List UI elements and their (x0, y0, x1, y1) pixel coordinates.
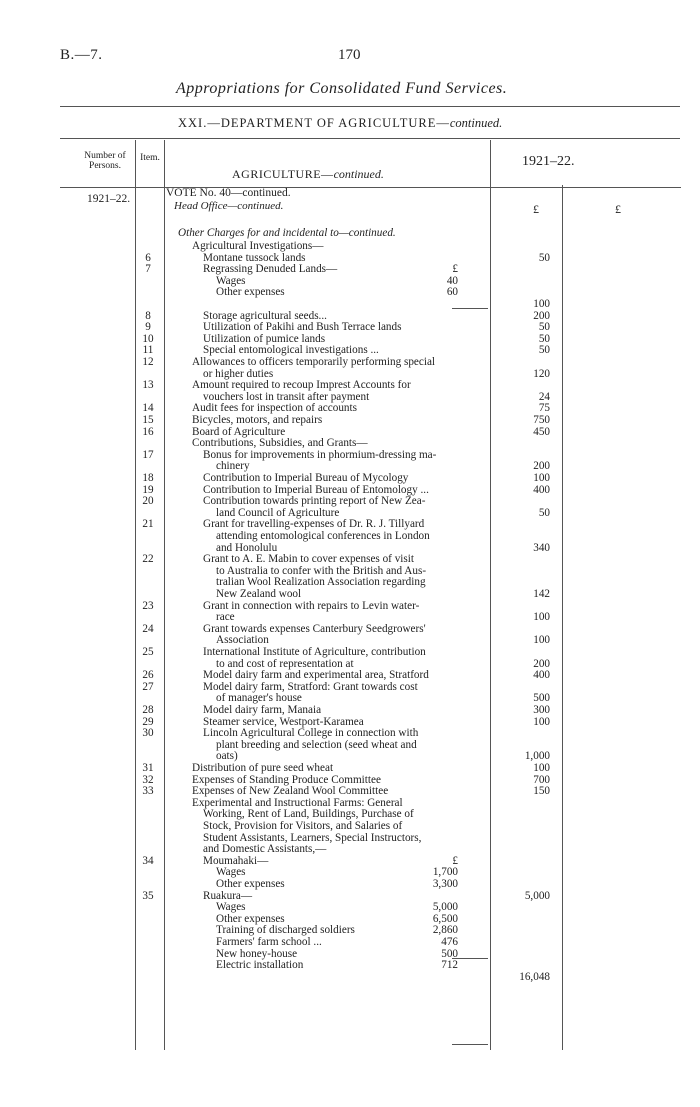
row-description: Grant for travelling-expenses of Dr. R. J. Tillyard (203, 518, 425, 531)
persons-year: 1921–22. (87, 193, 131, 205)
amount: 400 (533, 483, 550, 496)
row-description: Other expenses (216, 878, 285, 890)
amount: 700 (533, 773, 550, 786)
row-description: Association (216, 634, 269, 647)
row-description: Montane tussock lands (203, 251, 306, 264)
amount: 150 (533, 785, 550, 798)
row-description: Other expenses (216, 286, 285, 299)
row-description: Model dairy farm and experimental area, Stratford (203, 669, 429, 682)
amount: 100 (533, 715, 550, 728)
item-number: 28 (142, 704, 154, 716)
row-description: Wages (216, 866, 246, 879)
page-title: Appropriations for Consolidated Fund Services. (176, 80, 508, 97)
amount: 50 (538, 321, 550, 334)
item-number: 32 (142, 773, 154, 786)
amount: 16,048 (519, 970, 550, 983)
item-number: 17 (142, 448, 154, 461)
row-description: tralian Wool Realization Association regarding (216, 576, 426, 589)
sub-amount: £ (452, 854, 458, 867)
row-description: to Australia to confer with the British and Aus- (216, 564, 427, 577)
item-number: 20 (142, 495, 154, 508)
vertical-rule-amount-2 (562, 185, 563, 1050)
row-description: New honey-house (216, 947, 298, 960)
row-description: Model dairy farm, Stratford: Grant towards cost (203, 680, 418, 693)
amount: 24 (538, 390, 550, 403)
row-description: Expenses of New Zealand Wool Committee (192, 785, 389, 798)
item-number: 19 (142, 483, 154, 496)
amount: 100 (533, 298, 550, 310)
amount: 450 (533, 425, 550, 438)
item-number: 8 (145, 309, 151, 322)
amount: 100 (533, 634, 550, 647)
page-number: 170 (338, 47, 361, 63)
row-description: land Council of Agriculture (216, 506, 340, 519)
row-description: Model dairy farm, Manaia (203, 704, 322, 716)
amount: 5,000 (524, 889, 550, 902)
amount: 200 (533, 309, 550, 322)
row-description: Other expenses (216, 912, 285, 925)
top-rule (60, 106, 680, 107)
item-number: 21 (142, 518, 154, 531)
row-description: Contribution towards printing report of New Zea- (203, 495, 426, 508)
row-description: Agricultural Investigations— (192, 240, 324, 252)
subtotal-rule-3 (452, 1044, 488, 1045)
row-description: Contribution to Imperial Bureau of Mycology (203, 472, 409, 484)
row-description: Contribution to Imperial Bureau of Entomology ... (203, 483, 429, 496)
row-description: Working, Rent of Land, Buildings, Purchase of (203, 808, 414, 821)
amount: 400 (533, 669, 550, 682)
amount: 1,000 (524, 750, 550, 763)
amount: 200 (533, 657, 550, 670)
row-description: Expenses of Standing Produce Committee (192, 773, 381, 786)
sub-amount: 6,500 (432, 912, 458, 925)
row-description: Wages (216, 274, 246, 287)
row-description: Special entomological investigations ... (203, 344, 379, 357)
row-description: Regrassing Denuded Lands— (203, 263, 338, 276)
row-description: Storage agricultural seeds... (203, 309, 327, 322)
row-description: attending entomological conferences in London (216, 530, 430, 542)
amount: 75 (538, 402, 550, 415)
amount: 50 (538, 344, 550, 357)
subtotal-rule-2 (452, 958, 488, 959)
row-description: Utilization of pumice lands (203, 332, 326, 345)
row-description: Lincoln Agricultural College in connection with (203, 727, 419, 740)
item-number: 35 (142, 889, 154, 902)
vertical-rule-persons (135, 140, 136, 1050)
item-number: 23 (142, 599, 154, 612)
row-description: Allowances to officers temporarily performing special (192, 356, 436, 368)
row-description: chinery (216, 460, 250, 473)
persons-column-header: Number of Persons. (84, 151, 126, 171)
item-number: 31 (142, 762, 154, 774)
amount: 120 (533, 367, 550, 380)
row-description: of manager's house (216, 692, 302, 705)
year-column-header: 1921–22. (522, 154, 575, 169)
row-description: plant breeding and selection (seed wheat and (216, 738, 417, 751)
column-header-rule-right (491, 187, 681, 188)
item-number: 22 (142, 553, 154, 566)
item-number: 13 (142, 379, 154, 392)
item-number: 14 (142, 402, 154, 415)
sub-amount: 712 (441, 959, 458, 972)
sub-amount: 2,860 (432, 924, 458, 937)
vote-heading: VOTE No. 40—continued. (166, 187, 291, 199)
item-number: 12 (142, 356, 154, 368)
item-number: 25 (142, 646, 154, 658)
row-description: New Zealand wool (216, 588, 302, 600)
item-number: 34 (142, 854, 154, 867)
row-description: Audit fees for inspection of accounts (192, 402, 357, 415)
amount: 300 (533, 704, 550, 716)
item-number: 9 (145, 321, 151, 334)
row-description: Utilization of Pakihi and Bush Terrace lands (203, 321, 402, 334)
other-charges-heading: Other Charges for and incidental to—continued. (178, 227, 396, 239)
pound-column-2: £ (615, 202, 621, 216)
item-number: 27 (142, 680, 154, 693)
pound-column-1: £ (533, 202, 539, 216)
item-number: 15 (142, 414, 154, 426)
amount: 50 (538, 251, 550, 264)
row-description: Training of discharged soldiers (216, 924, 355, 937)
item-number: 11 (142, 344, 154, 357)
row-description: and Honolulu (216, 541, 278, 554)
amount: 50 (538, 332, 550, 345)
sub-amount: 500 (441, 947, 458, 960)
amount: 100 (533, 611, 550, 624)
sub-amount: 3,300 (432, 878, 458, 890)
row-description: Amount required to recoup Imprest Accounts for (192, 379, 411, 392)
row-description: Steamer service, Westport-Karamea (203, 715, 364, 728)
amount: 200 (533, 460, 550, 473)
row-description: Student Assistants, Learners, Special Instructors, (203, 831, 422, 844)
row-description: and Domestic Assistants,— (203, 843, 327, 856)
row-description: race (216, 611, 235, 624)
item-number: 30 (142, 727, 154, 740)
amount: 340 (533, 541, 550, 554)
row-description: Grant to A. E. Mabin to cover expenses of visit (203, 553, 414, 566)
row-description: or higher duties (203, 367, 274, 380)
row-description: oats) (216, 750, 238, 763)
row-description: Bonus for improvements in phormium-dressing ma- (203, 448, 437, 461)
item-number: 24 (142, 622, 154, 635)
vertical-rule-item (164, 140, 165, 1050)
amount: 500 (533, 692, 550, 705)
row-description: Grant in connection with repairs to Levin water- (203, 599, 420, 612)
document-reference: B.—7. (60, 47, 103, 63)
item-number: 18 (142, 472, 154, 484)
amount: 100 (533, 472, 550, 484)
amount: 100 (533, 762, 550, 774)
row-description: Board of Agriculture (192, 425, 286, 438)
amount: 50 (538, 506, 550, 519)
row-description: Ruakura— (203, 889, 253, 902)
row-description: Farmers' farm school ... (216, 936, 322, 948)
row-description: to and cost of representation at (216, 657, 354, 670)
section-heading: AGRICULTURE—continued. (232, 167, 384, 181)
row-description: Stock, Provision for Visitors, and Salaries of (203, 820, 403, 832)
row-description: Contributions, Subsidies, and Grants— (192, 437, 368, 450)
sub-amount: £ (452, 263, 458, 276)
subtotal-rule-1 (452, 308, 488, 309)
row-description: International Institute of Agriculture, contribution (203, 646, 426, 658)
item-number: 10 (142, 332, 154, 345)
header-rule (60, 138, 680, 139)
item-column-header: Item. (140, 153, 160, 163)
row-description: Electric installation (216, 959, 304, 972)
item-number: 33 (142, 785, 154, 798)
item-number: 7 (145, 263, 151, 276)
sub-amount: 5,000 (432, 901, 458, 914)
sub-amount: 1,700 (432, 866, 458, 879)
row-description: Moumahaki— (203, 854, 269, 867)
item-number: 26 (142, 669, 154, 682)
row-description: Bicycles, motors, and repairs (192, 414, 323, 426)
sub-amount: 40 (446, 274, 458, 287)
row-description: vouchers lost in transit after payment (203, 390, 370, 403)
item-number: 6 (145, 251, 151, 264)
amount: 750 (533, 414, 550, 426)
row-description: Wages (216, 901, 246, 914)
sub-amount: 476 (441, 936, 458, 948)
row-description: Experimental and Instructional Farms: General (192, 796, 403, 809)
head-office-heading: Head Office—continued. (174, 200, 284, 212)
department-heading: XXI.—DEPARTMENT OF AGRICULTURE—continued. (178, 116, 503, 130)
item-number: 29 (142, 715, 154, 728)
row-description: Distribution of pure seed wheat (192, 762, 334, 774)
row-description: Grant towards expenses Canterbury Seedgrowers' (203, 622, 426, 635)
sub-amount: 60 (446, 286, 458, 299)
amount: 142 (533, 588, 550, 600)
item-number: 16 (142, 425, 154, 438)
